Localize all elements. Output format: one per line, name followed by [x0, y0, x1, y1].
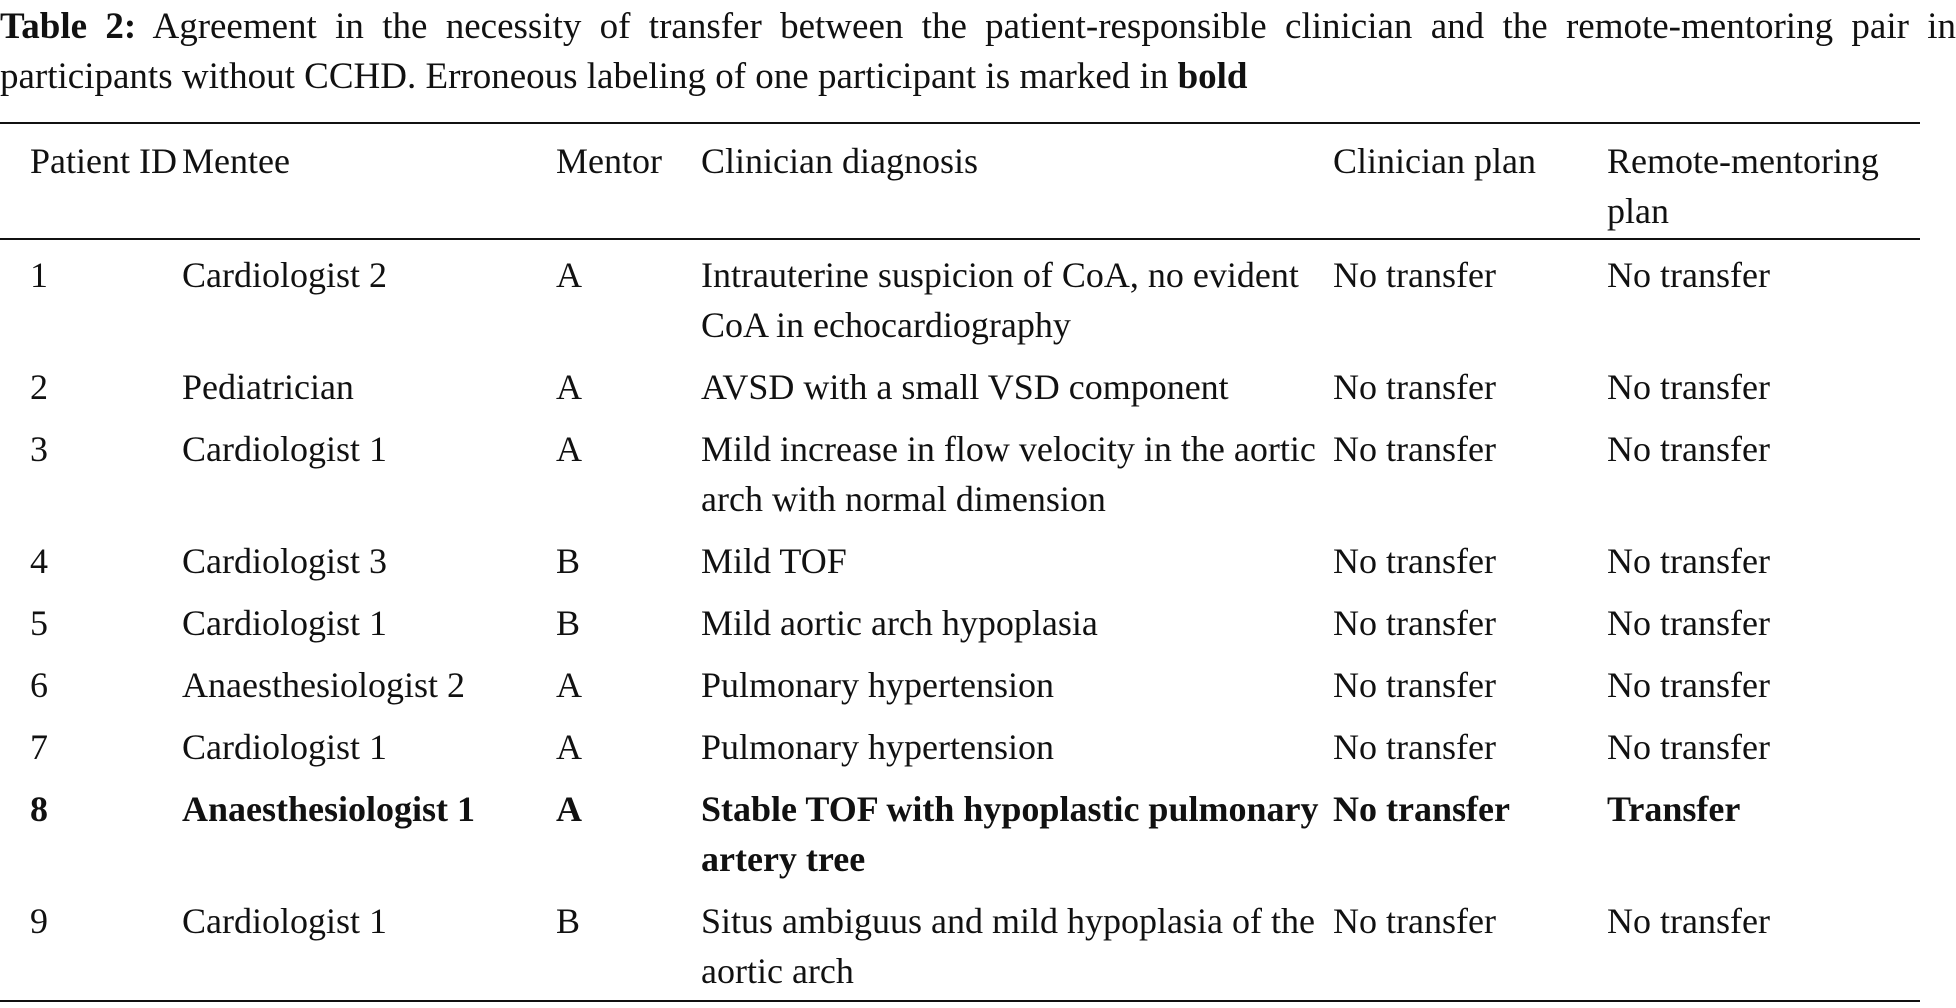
cell-clinician-plan: No transfer [1333, 541, 1496, 581]
table-row [0, 890, 1920, 1001]
cell-remote-mentoring-plan: No transfer [1607, 367, 1770, 407]
cell-mentor: B [556, 541, 581, 581]
cell-patient-id: 1 [30, 255, 48, 295]
cell-clinician-plan: No transfer [1333, 789, 1510, 829]
cell-mentee: Cardiologist 1 [182, 727, 387, 767]
cell-mentor: A [556, 429, 582, 469]
cell-patient-id: 7 [30, 727, 48, 767]
table-body [0, 239, 1920, 1001]
cell-mentor: B [556, 901, 581, 941]
cell-remote-mentoring-plan: No transfer [1607, 255, 1770, 295]
header-mentee: Mentee [182, 141, 290, 181]
cell-patient-id: 9 [30, 901, 48, 941]
cell-clinician-plan: No transfer [1333, 901, 1496, 941]
cell-mentee: Cardiologist 1 [182, 901, 387, 941]
cell-clinician-plan: No transfer [1333, 429, 1496, 469]
cell-clinician-plan: No transfer [1333, 665, 1496, 705]
cell-clinician-diagnosis: AVSD with a small VSD component [701, 367, 1229, 407]
cell-patient-id: 5 [30, 603, 48, 643]
header-patient-id: Patient ID [30, 141, 177, 181]
table-header [0, 123, 1920, 239]
cell-remote-mentoring-plan: No transfer [1607, 727, 1770, 767]
cell-mentee: Anaesthesiologist 2 [182, 665, 465, 705]
table-caption [0, 2, 1956, 102]
caption-label: Table 2: [0, 6, 137, 47]
cell-patient-id: 2 [30, 367, 48, 407]
cell-clinician-diagnosis: Mild aortic arch hypoplasia [701, 603, 1098, 643]
cell-mentee: Cardiologist 1 [182, 429, 387, 469]
cell-mentor: A [556, 727, 582, 767]
cell-mentee: Anaesthesiologist 1 [182, 789, 476, 829]
cell-clinician-diagnosis: Mild TOF [701, 541, 847, 581]
cell-clinician-diagnosis: Intrauterine suspicion of CoA, no evident CoA in echocardiography [701, 255, 1299, 345]
cell-remote-mentoring-plan: No transfer [1607, 603, 1770, 643]
cell-mentee: Pediatrician [182, 367, 354, 407]
table-row [0, 654, 1920, 716]
cell-mentee: Cardiologist 2 [182, 255, 387, 295]
cell-patient-id: 4 [30, 541, 48, 581]
table-row [0, 530, 1920, 592]
cell-patient-id: 3 [30, 429, 48, 469]
cell-mentor: A [556, 789, 582, 829]
table-row [0, 418, 1920, 530]
header-clinician-diagnosis: Clinician diagnosis [701, 141, 978, 181]
cell-mentee: Cardiologist 1 [182, 603, 387, 643]
cell-remote-mentoring-plan: No transfer [1607, 665, 1770, 705]
cell-remote-mentoring-plan: No transfer [1607, 429, 1770, 469]
cell-remote-mentoring-plan: No transfer [1607, 901, 1770, 941]
table-row [0, 716, 1920, 778]
header-clinician-plan: Clinician plan [1333, 141, 1536, 181]
cell-remote-mentoring-plan: No transfer [1607, 541, 1770, 581]
cell-mentor: A [556, 665, 582, 705]
cell-clinician-plan: No transfer [1333, 727, 1496, 767]
header-row [0, 123, 1920, 239]
table-row-highlighted [0, 778, 1920, 890]
cell-clinician-plan: No transfer [1333, 255, 1496, 295]
cell-patient-id: 8 [30, 789, 48, 829]
table-row [0, 239, 1920, 356]
cell-clinician-plan: No transfer [1333, 367, 1496, 407]
header-mentor: Mentor [556, 141, 662, 181]
cell-mentor: A [556, 367, 582, 407]
header-remote-mentoring-plan: Remote-mentoring plan [1607, 141, 1879, 231]
cell-mentor: A [556, 255, 582, 295]
table-row [0, 356, 1920, 418]
cell-clinician-plan: No transfer [1333, 603, 1496, 643]
cell-clinician-diagnosis: Mild increase in flow velocity in the aortic arch with normal dimension [701, 429, 1316, 519]
table-row [0, 592, 1920, 654]
caption-text: Agreement in the necessity of transfer between the patient-responsible clinician and the remote-mentoring pair in participants without CCHD. Erroneous labeling of one participant is marked in [0, 6, 1956, 97]
cell-remote-mentoring-plan: Transfer [1607, 789, 1741, 829]
cell-mentee: Cardiologist 3 [182, 541, 387, 581]
cell-clinician-diagnosis: Situs ambiguus and mild hypoplasia of the aortic arch [701, 901, 1315, 991]
caption-bold-word: bold [1177, 56, 1248, 97]
cell-patient-id: 6 [30, 665, 48, 705]
cell-mentor: B [556, 603, 581, 643]
cell-clinician-diagnosis: Pulmonary hypertension [701, 665, 1054, 705]
cell-clinician-diagnosis: Pulmonary hypertension [701, 727, 1054, 767]
results-table [0, 122, 1920, 1002]
cell-clinician-diagnosis: Stable TOF with hypoplastic pulmonary artery tree [701, 789, 1319, 879]
